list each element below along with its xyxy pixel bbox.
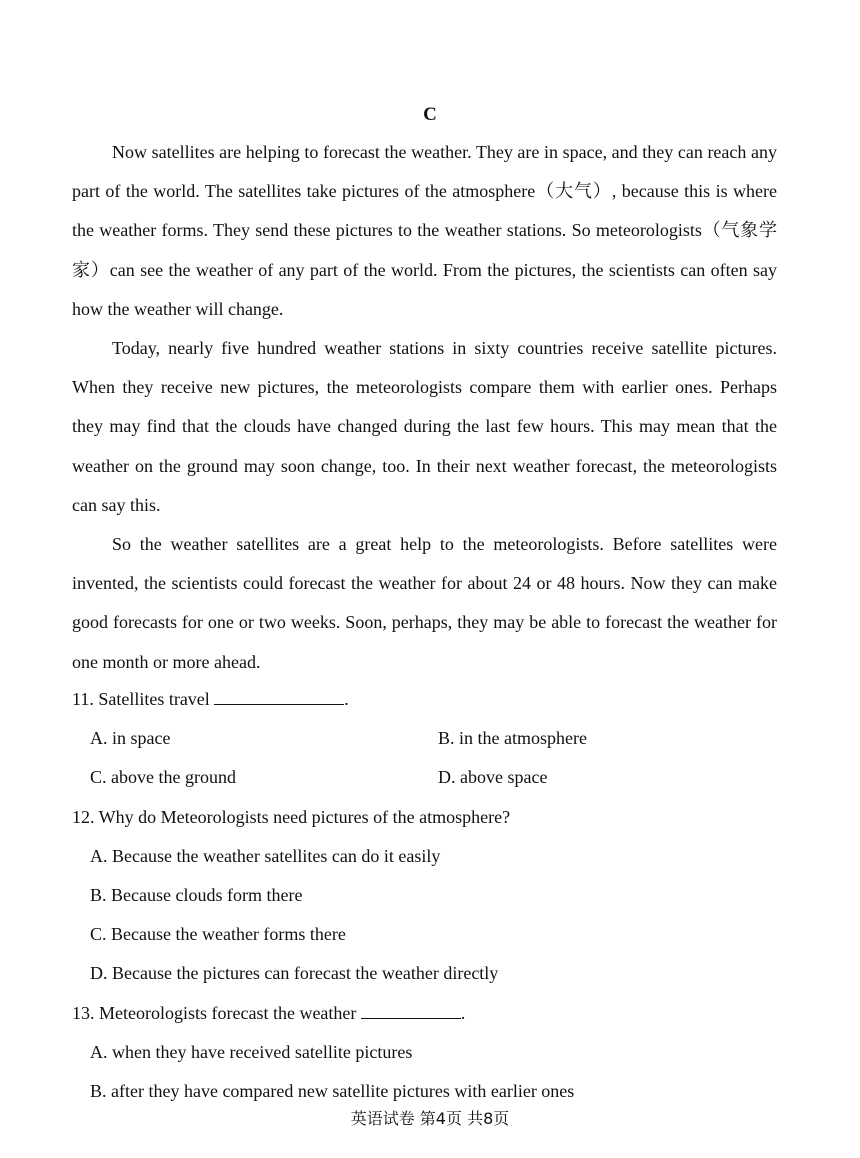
reading-passage — [72, 133, 777, 682]
option-row — [72, 758, 777, 797]
passage-paragraph-2: Today, nearly five hundred weather stations in sixty countries receive satellite pictures. When they receive new pictures, the meteorologists compare them with earlier ones. Perhaps they may find that the clouds have changed during the last few hours. This may mean that the weather on the ground may soon change, too. In their next weather forecast, the meteorologists can say this. — [72, 338, 777, 515]
section-title: C — [423, 104, 437, 125]
question-stem-end: . — [344, 689, 349, 709]
question-12 — [72, 798, 777, 994]
answer-blank[interactable] — [361, 998, 461, 1019]
question-13 — [72, 994, 777, 1112]
option-b[interactable]: B. Because clouds form there — [90, 885, 303, 906]
question-stem-end: . — [460, 1002, 466, 1023]
question-stem-text: 11. Satellites travel — [72, 689, 210, 709]
question-stem — [72, 994, 777, 1033]
question-list — [72, 680, 777, 1111]
option-b[interactable]: B. in the atmosphere — [438, 728, 587, 749]
option-a[interactable]: A. when they have received satellite pictures — [90, 1041, 413, 1062]
question-11 — [72, 680, 777, 798]
option-d[interactable]: D. Because the pictures can forecast the weather directly — [90, 963, 499, 984]
question-stem-text: 13. Meteorologists forecast the weather — [72, 1002, 357, 1023]
option-d[interactable]: D. above space — [438, 767, 548, 788]
passage-paragraph-3: So the weather satellites are a great help to the meteorologists. Before satellites were invented, the scientists could forecast the weather for about 24 or 48 hours. Now they can make good forecasts for one or two weeks. Soon, perhaps, they may be able to forecast the weather for one month or more ahead. — [72, 534, 777, 672]
question-stem: 12. Why do Meteorologists need pictures of the atmosphere? — [72, 806, 511, 827]
page-footer: 英语试卷 第4页 共8页 — [350, 1109, 510, 1128]
option-row — [72, 719, 777, 758]
option-b[interactable]: B. after they have compared new satellite pictures with earlier ones — [90, 1081, 575, 1102]
option-a[interactable]: A. Because the weather satellites can do it easily — [90, 845, 441, 866]
passage-paragraph-1: Now satellites are helping to forecast the weather. They are in space, and they can reach any part of the world. The satellites take pictures of the atmosphere（大气）, because this is where the weather forms. They send these pictures to the weather stations. So meteorologists（气象学家）can see the weather of any part of the world. From the pictures, the scientists can often say how the weather will change. — [72, 142, 777, 319]
option-a[interactable]: A. in space — [90, 728, 171, 749]
option-c[interactable]: C. Because the weather forms there — [90, 924, 346, 945]
question-stem — [72, 680, 777, 719]
option-c[interactable]: C. above the ground — [90, 767, 236, 788]
answer-blank[interactable] — [214, 684, 344, 705]
